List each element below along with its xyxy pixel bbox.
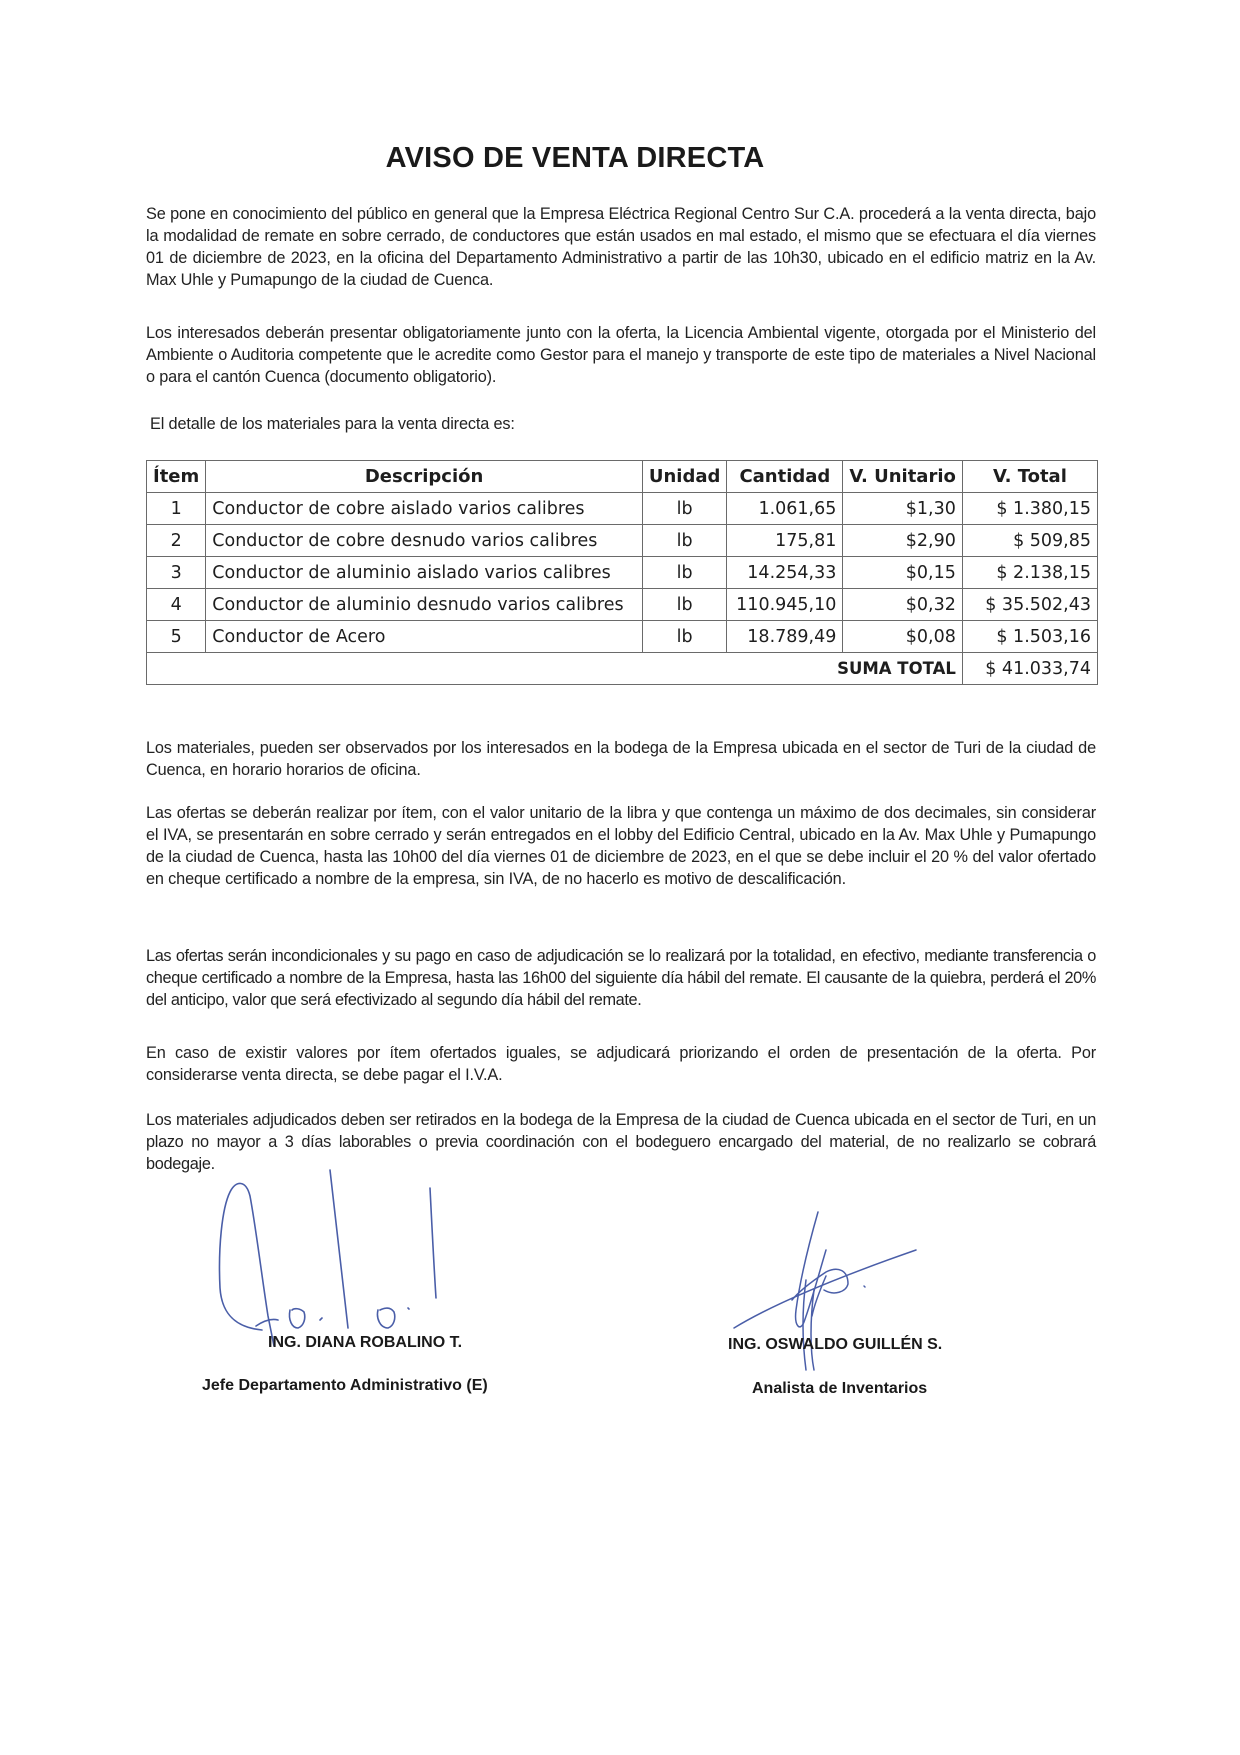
signature-left-icon (200, 1168, 460, 1348)
table-sum-row (147, 653, 1098, 685)
cell-description: Conductor de cobre desnudo varios calibres (206, 525, 643, 557)
cell-unit: lb (642, 493, 727, 525)
cell-quantity: 1.061,65 (727, 493, 843, 525)
cell-total: $ 2.138,15 (962, 557, 1097, 589)
inspection-paragraph: Los materiales, pueden ser observados por los interesados en la bodega de la Empresa ubicada en el sector de Turi de la ciudad de Cuenca, en horario horarios de oficina. (146, 739, 1096, 779)
payment-paragraph: Las ofertas serán incondicionales y su pago en caso de adjudicación se lo realizará por la totalidad, en efectivo, mediante transferencia o cheque certificado a nombre de la Empresa, hasta las 16h00 del siguiente día hábil del remate. El causante de la quiebra, perderá el 20% del anticipo, valor que será efectivizado al segundo día hábil del remate. (146, 947, 1096, 1009)
cell-description: Conductor de Acero (206, 621, 643, 653)
cell-quantity: 18.789,49 (727, 621, 843, 653)
cell-unit: lb (642, 525, 727, 557)
sum-total-label: SUMA TOTAL (147, 653, 963, 685)
header-total: V. Total (962, 461, 1097, 493)
table-row (147, 589, 1098, 621)
table-intro-text: El detalle de los materiales para la venta directa es: (150, 415, 515, 433)
cell-total: $ 1.380,15 (962, 493, 1097, 525)
header-unit-price: V. Unitario (843, 461, 962, 493)
cell-total: $ 35.502,43 (962, 589, 1097, 621)
offers-paragraph: Las ofertas se deberán realizar por ítem, con el valor unitario de la libra y que contenga un máximo de dos decimales, sin considerar el IVA, se presentarán en sobre cerrado y serán entregados en el lobby del Edificio Central, ubicado en la Av. Max Uhle y Pumapungo de la ciudad de Cuenca, hasta las 10h00 del día viernes 01 de diciembre de 2023, en el que se debe incluir el 20 % del valor ofertado en cheque certificado a nombre de la empresa, sin IVA, de no hacerlo es motivo de descalificación. (146, 804, 1096, 888)
signatory-right-role: Analista de Inventarios (752, 1380, 928, 1397)
cell-unit: lb (642, 589, 727, 621)
cell-item: 1 (147, 493, 206, 525)
cell-description: Conductor de aluminio desnudo varios calibres (206, 589, 643, 621)
table-header-row (147, 461, 1098, 493)
signatory-right-name: ING. OSWALDO GUILLÉN S. (728, 1336, 943, 1353)
cell-unit-price: $0,15 (843, 557, 962, 589)
table-row (147, 621, 1098, 653)
cell-unit-price: $0,08 (843, 621, 962, 653)
cell-unit-price: $1,30 (843, 493, 962, 525)
table-row (147, 525, 1098, 557)
document-title: AVISO DE VENTA DIRECTA (385, 142, 765, 174)
cell-unit: lb (642, 557, 727, 589)
signatory-left-role: Jefe Departamento Administrativo (E) (202, 1377, 488, 1394)
header-quantity: Cantidad (727, 461, 843, 493)
sum-total-value: $ 41.033,74 (962, 653, 1097, 685)
cell-item: 4 (147, 589, 206, 621)
cell-item: 5 (147, 621, 206, 653)
requirements-paragraph: Los interesados deberán presentar obligatoriamente junto con la oferta, la Licencia Ambiental vigente, otorgada por el Ministerio del Ambiente o Auditoria competente que le acredite como Gestor para el manejo y transporte de este tipo de materiales a Nivel Nacional o para el cantón Cuenca (documento obligatorio). (146, 324, 1096, 386)
cell-quantity: 110.945,10 (727, 589, 843, 621)
materials-table (146, 460, 1098, 685)
cell-unit-price: $2,90 (843, 525, 962, 557)
cell-unit-price: $0,32 (843, 589, 962, 621)
table-row (147, 557, 1098, 589)
cell-item: 3 (147, 557, 206, 589)
cell-unit: lb (642, 621, 727, 653)
table-row (147, 493, 1098, 525)
cell-item: 2 (147, 525, 206, 557)
cell-description: Conductor de cobre aislado varios calibres (206, 493, 643, 525)
header-item: Ítem (147, 461, 206, 493)
cell-total: $ 1.503,16 (962, 621, 1097, 653)
intro-paragraph: Se pone en conocimiento del público en general que la Empresa Eléctrica Regional Centro Sur C.A. procederá a la venta directa, bajo la modalidad de remate en sobre cerrado, de conductores que están usados en mal estado, el mismo que se efectuara el día viernes 01 de diciembre de 2023, en la oficina del Departamento Administrativo a partir de las 10h30, ubicado en el edificio matriz en la Av. Max Uhle y Pumapungo de la ciudad de Cuenca. (146, 205, 1096, 289)
signatory-left-name: ING. DIANA ROBALINO T. (268, 1334, 463, 1351)
header-description: Descripción (206, 461, 643, 493)
cell-total: $ 509,85 (962, 525, 1097, 557)
cell-description: Conductor de aluminio aislado varios calibres (206, 557, 643, 589)
ties-paragraph: En caso de existir valores por ítem ofertados iguales, se adjudicará priorizando el orden de presentación de la oferta. Por considerarse venta directa, se debe pagar el I.V.A. (146, 1044, 1096, 1084)
pickup-paragraph: Los materiales adjudicados deben ser retirados en la bodega de la Empresa de la ciudad de Cuenca ubicada en el sector de Turi, en un plazo no mayor a 3 días laborables o previa coordinación con el bodeguero encargado del material, de no realizarlo se cobrará bodegaje. (146, 1111, 1096, 1173)
cell-quantity: 175,81 (727, 525, 843, 557)
cell-quantity: 14.254,33 (727, 557, 843, 589)
header-unit: Unidad (642, 461, 727, 493)
